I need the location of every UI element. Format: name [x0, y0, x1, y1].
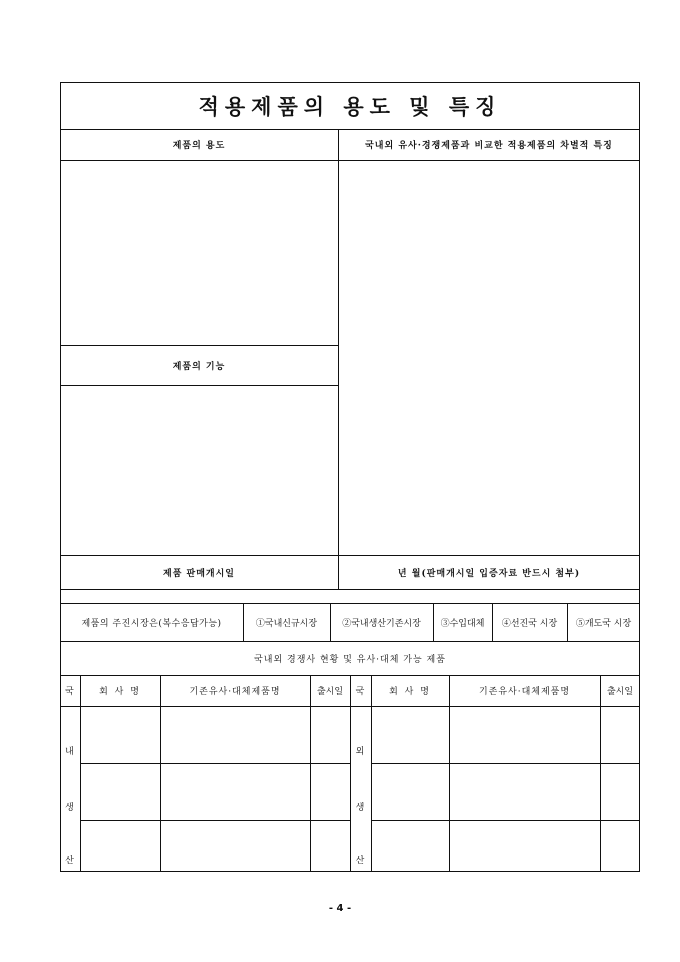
features-field[interactable] — [339, 161, 639, 554]
market-option-3[interactable]: ③수입대체 — [440, 618, 485, 629]
domestic-side-char-4: 산 — [65, 855, 75, 866]
foreign-side-char-1: 국 — [355, 687, 366, 697]
domestic-col-product: 기존유사·대체제품명 — [189, 687, 281, 697]
page-title: 적용제품의 용도 및 특징 — [198, 93, 502, 119]
foreign-side-char-4: 산 — [355, 855, 366, 866]
domestic-side-char-2: 내 — [65, 746, 75, 757]
launch-label: 제품 판매개시일 — [163, 568, 235, 579]
features-label: 국내외 유사·경쟁제품과 비교한 적용제품의 차별적 특징 — [365, 141, 613, 151]
market-option-1[interactable]: ①국내신규시장 — [255, 618, 318, 629]
foreign-side-char-3: 생 — [355, 802, 366, 813]
usage-label: 제품의 용도 — [172, 141, 226, 151]
market-option-4[interactable]: ④선진국 시장 — [501, 618, 558, 629]
foreign-col-company: 회 사 명 — [389, 687, 431, 697]
usage-field[interactable] — [61, 161, 337, 344]
launch-value[interactable]: 년 월(판매개시일 입증자료 반드시 첨부) — [397, 568, 581, 579]
function-label: 제품의 기능 — [172, 361, 226, 372]
market-label: 제품의 주진시장은(복수응답가능) — [81, 618, 222, 629]
rule-launch-bottom — [60, 589, 640, 590]
domestic-col-date: 출시일 — [316, 687, 344, 697]
market-option-2[interactable]: ②국내생산기존시장 — [342, 618, 421, 629]
page-number: - 4 - — [328, 902, 352, 914]
competitors-title: 국내외 경쟁사 현황 및 유사·대체 가능 제품 — [254, 654, 446, 665]
foreign-side-char-2: 외 — [355, 746, 366, 757]
domestic-side-char-1: 국 — [65, 687, 75, 697]
foreign-col-product: 기존유사·대체제품명 — [478, 687, 571, 697]
function-field[interactable] — [61, 386, 337, 554]
foreign-col-date: 출시일 — [606, 687, 634, 697]
domestic-col-company: 회 사 명 — [99, 687, 141, 697]
market-option-5[interactable]: ⑤개도국 시장 — [575, 618, 632, 629]
domestic-side-char-3: 생 — [65, 802, 75, 813]
